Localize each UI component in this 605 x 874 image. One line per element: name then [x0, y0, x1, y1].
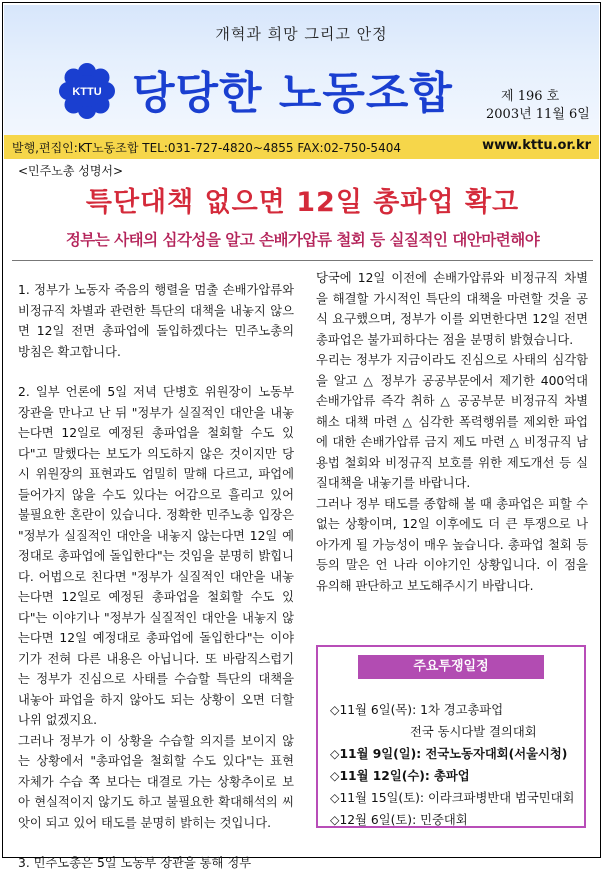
- schedule-box: [316, 645, 586, 828]
- schedule-item: 전국 동시다발 결의대회: [410, 725, 537, 739]
- paragraph: 2. 일부 언론에 5일 저녁 단병호 위원장이 노동부 장관을 만나고 난 뒤 "정부가 실질적인 대안을 내놓는다면 12일로 예정된 총파업을 철회할 수도 있다"고 말했다는 보도가 의도하지 않은 것이지만 당시 위원장의 표현과도 엄밀히 말해 다르고, 파업에 들어가지 않을 수도 있다는 어감으로 흘리고 있어 불필요한 혼란이 있습니다. 정확한 민주노총 입장은 "정부가 실질적인 대안을 내놓지 않는다면 12일 예정대로 총파업에 돌입한다"는 것임을 분명히 밝힙니다. 어법으로 친다면 "정부가 실질적인 대안을 내놓는다면 12일로 예정된 총파업을 철회할 수도 있다"는 이야기나 "정부가 실질적인 대안을 내놓지 않는다면 12일 예정대로 총파업에 돌입한다"는 이야기가 전혀 다른 내용은 아닙니다. 또 바람직스럽기는 정부가 진심으로 사태를 수습할 특단의 대책을 내놓아 파업을 하지 않아도 되는 상황이 오면 더할 나위 없겠지요.: [18, 385, 294, 727]
- right-column: [316, 268, 588, 596]
- issue-number: 제 196 호: [501, 89, 560, 104]
- paragraph: 우리는 정부가 지금이라도 진심으로 사태의 심각함을 알고 △ 정부가 공공부문에서 제기한 400억대 손배가압류 즉각 취하 △ 공공부문 비정규직 차별 해소 대책 마련 △ 심각한 폭력행위를 제외한 파업에 대한 손배가압류 금지 제도 마련 △ 비정규직 남용법 철회와 비정규직 보호를 위한 제도개선 등 실질대책을 내놓기를 바랍니다.: [316, 353, 588, 490]
- schedule-item: ◇11월 15일(토): 이라크파병반대 범국민대회: [330, 791, 575, 805]
- schedule-item: ◇11월 12일(수): 총파업: [330, 769, 470, 783]
- article-subhead: 정부는 사태의 심각성을 알고 손배가압류 철회 등 실질적인 대안마련해야: [65, 231, 540, 249]
- schedule-list: [330, 699, 574, 831]
- left-column: [18, 280, 294, 874]
- website-link[interactable]: www.kttu.or.kr: [482, 138, 591, 153]
- slogan: 개혁과 희망 그리고 안정: [215, 25, 388, 43]
- paragraph: 3. 민주노총은 5일 노동부 장관을 통해 정부: [18, 856, 252, 870]
- schedule-item: ◇12월 6일(토): 민중대회: [330, 813, 468, 827]
- article-headline: 특단대책 없으면 12일 총파업 확고: [85, 187, 520, 218]
- newspaper-title: 당당한 노동조합: [132, 68, 453, 119]
- paragraph: 그러나 정부 태도를 종합해 볼 때 총파업은 피할 수 없는 상황이며, 12일 이후에도 더 큰 투쟁으로 나아가게 될 가능성이 매우 높습니다. 총파업 철회 등등의 말은 언 나라 이야기인 상황입니다. 이 점을 유의해 판단하고 보도해주시기 바랍니다.: [316, 496, 588, 593]
- article-kicker: <민주노총 성명서>: [18, 164, 124, 178]
- paragraph: 그러나 정부가 이 상황을 수습할 의지를 보이지 않는 상황에서 "총파업을 철회할 수도 있다"는 표현 자체가 수습 쪽 보다는 대결로 가는 상황추이로 보아 현실적이지 않기도 하고 불필요한 확대해석의 씨앗이 되고 있어 태도를 분명히 밝히는 것입니다.: [18, 733, 294, 830]
- logo-text: KTTU: [72, 86, 102, 98]
- publisher-bar: [4, 135, 599, 159]
- publisher-info: 발행,편집인:KT노동조합 TEL:031-727-4820~4855 FAX:02-750-5404: [12, 141, 401, 155]
- divider: [12, 260, 593, 261]
- issue-date: 2003년 11월 6일: [486, 107, 590, 122]
- schedule-item: ◇11월 9일(일): 전국노동자대회(서울시청): [330, 747, 568, 761]
- schedule-title: 주요투쟁일정: [358, 655, 544, 679]
- kttu-logo-icon: [59, 63, 115, 119]
- paragraph: 1. 정부가 노동자 죽음의 행렬을 멈출 손배가압류와 비정규직 차별과 관련한 특단의 대책을 내놓지 않으면 12일 전면 총파업에 돌입하겠다는 민주노총의 방침은 확고합니다.: [18, 283, 294, 359]
- paragraph: 당국에 12일 이전에 손배가압류와 비정규직 차별을 해결할 가시적인 특단의 대책을 마련할 것을 공식 요구했으며, 정부가 이를 외면한다면 12일 전면 총파업은 불가피하다는 점을 분명히 밝혔습니다.: [316, 271, 588, 347]
- schedule-item: ◇11월 6일(목): 1차 경고총파업: [330, 703, 504, 717]
- masthead: [4, 5, 599, 135]
